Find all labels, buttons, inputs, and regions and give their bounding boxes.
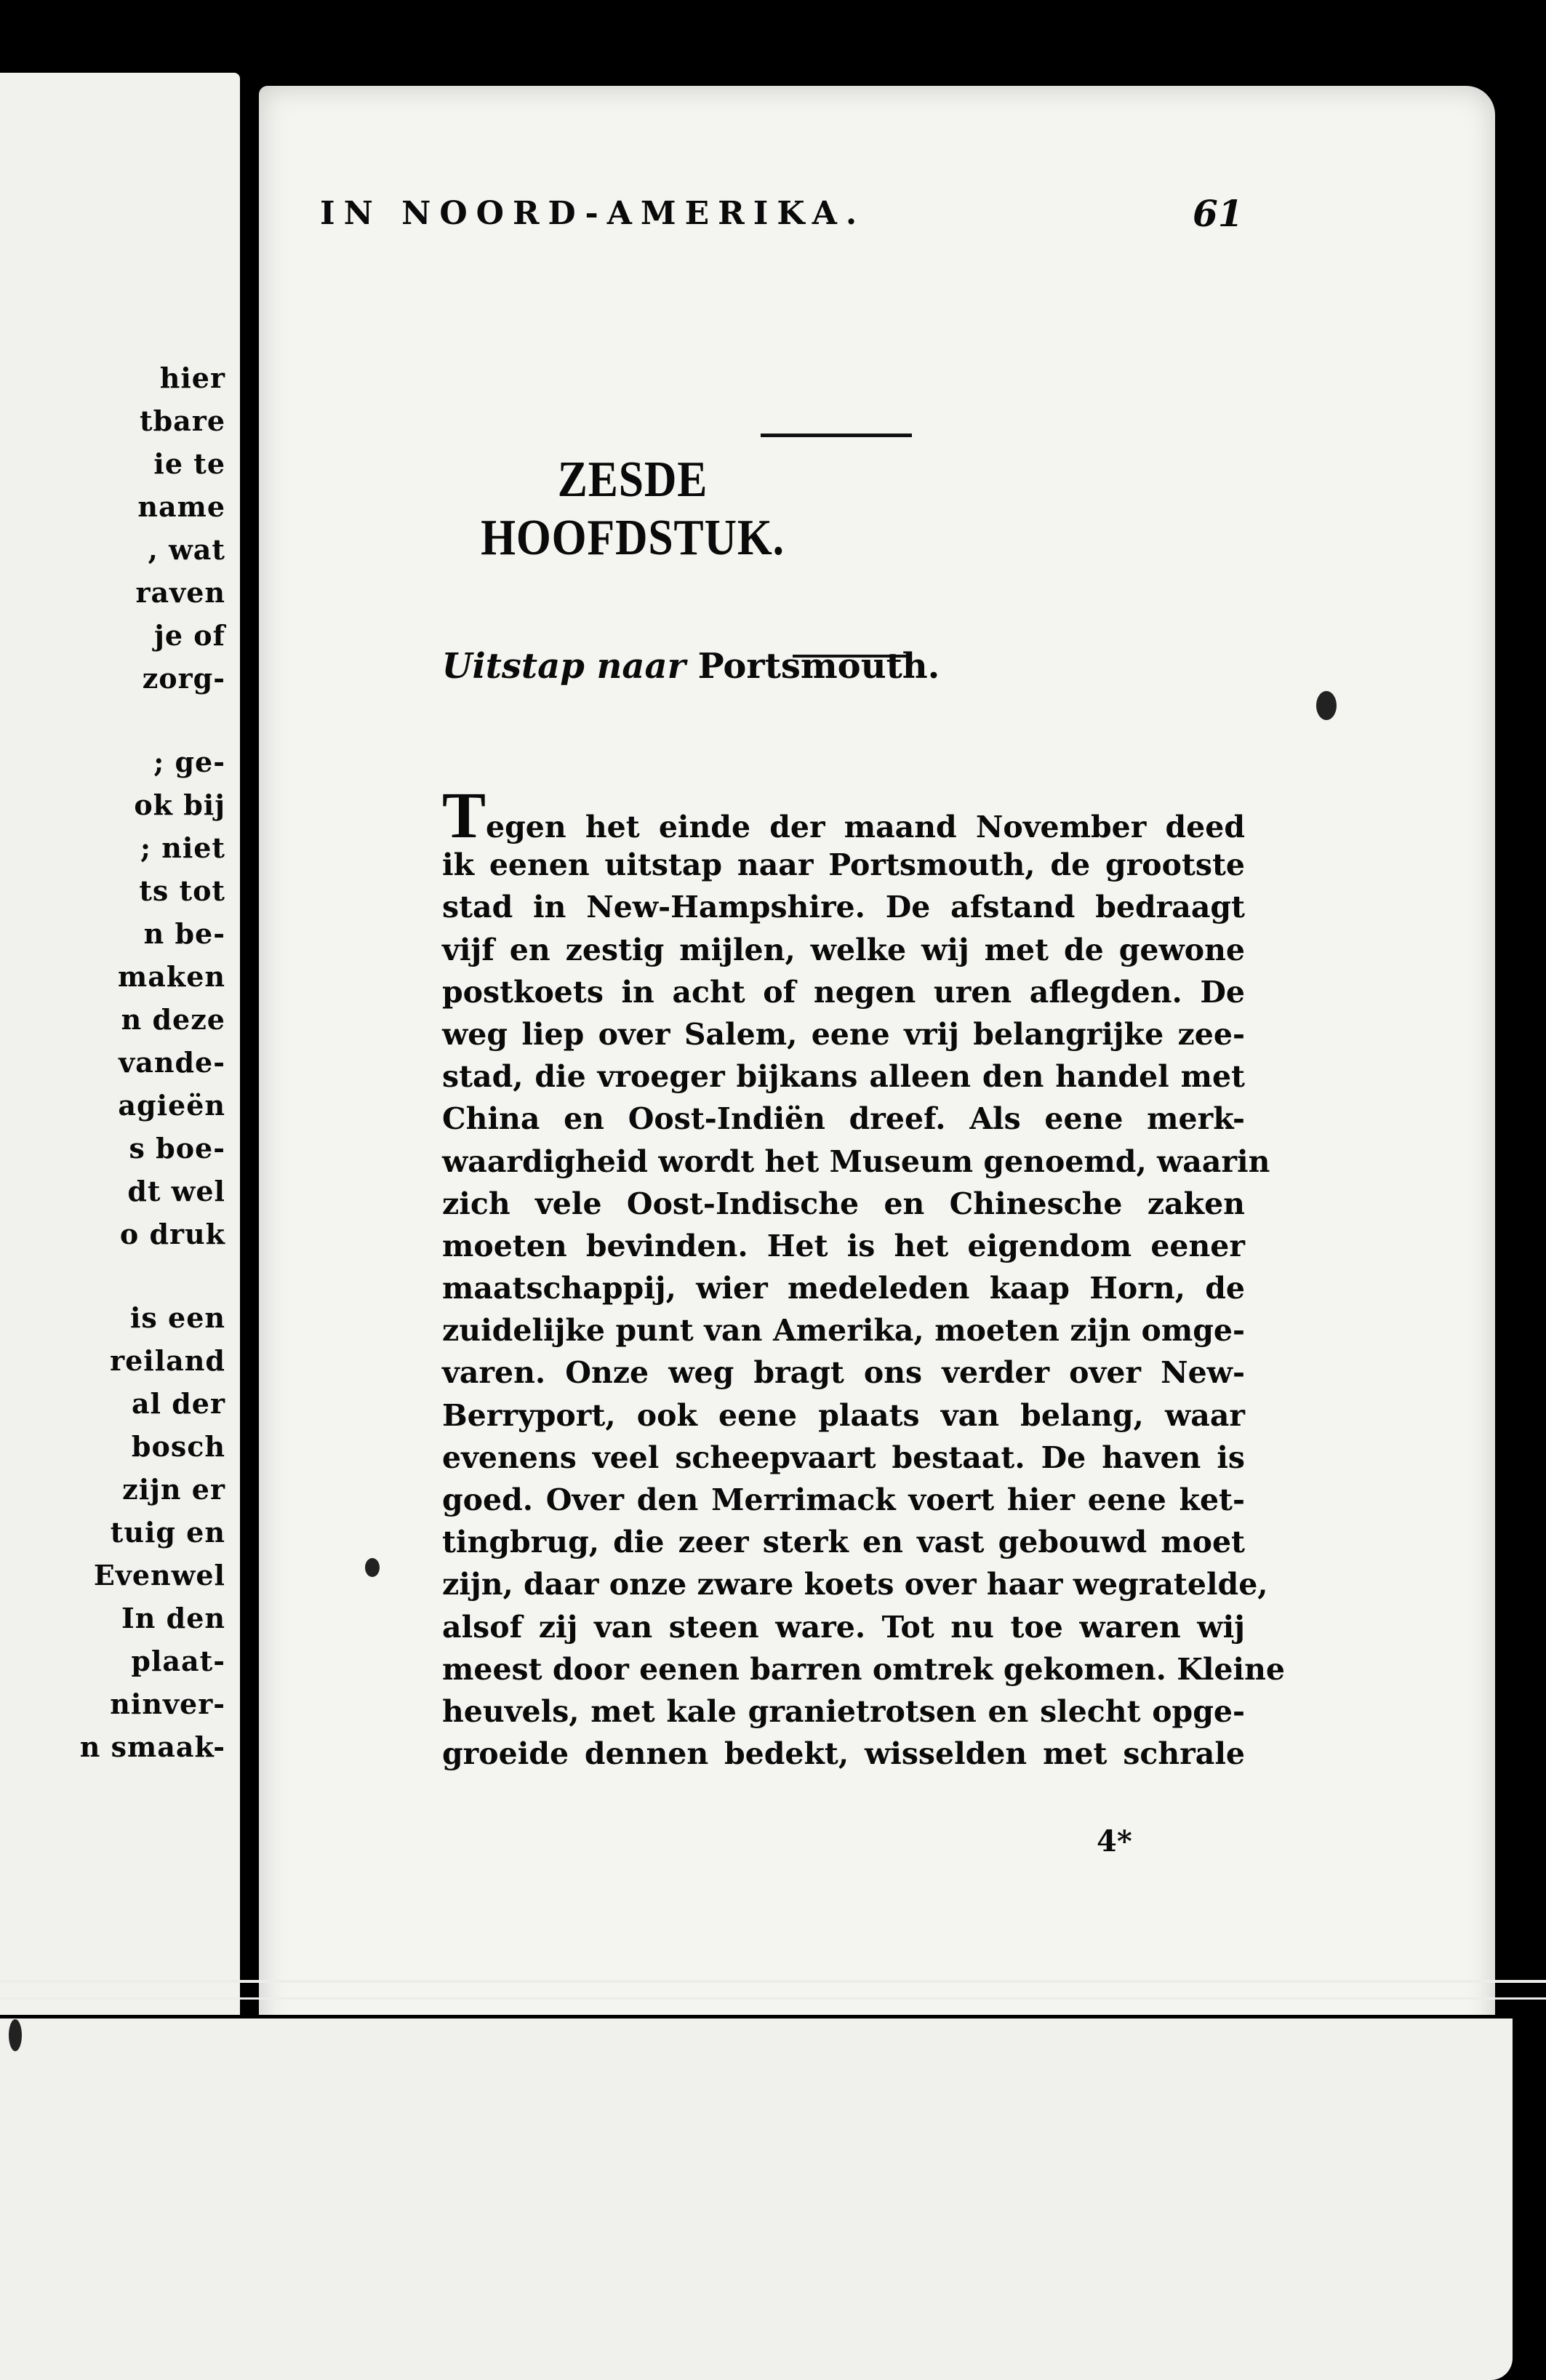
drop-cap: T xyxy=(442,780,486,852)
scan-line xyxy=(0,1997,1546,2000)
paragraph-gap xyxy=(80,1255,225,1296)
left-line: al der xyxy=(131,1387,225,1420)
left-line: vande- xyxy=(119,1046,225,1079)
scan-line xyxy=(0,1980,1546,1983)
text-line: zich vele Oost-Indische en Chinesche zaken xyxy=(442,1186,1245,1221)
text-line: zuidelijke punt van Amerika, moeten zijn omge- xyxy=(442,1313,1245,1349)
left-page-fragment xyxy=(0,73,240,2255)
text-line: meest door eenen barren omtrek gekomen. Kleine xyxy=(442,1651,1285,1687)
ink-speck xyxy=(9,2019,22,2051)
left-line: ts tot xyxy=(139,874,225,907)
left-line: o druk xyxy=(119,1218,225,1250)
page-number: 61 xyxy=(1193,192,1243,235)
left-line: ie te xyxy=(153,447,225,480)
lower-page-fragment xyxy=(0,2018,1513,2380)
text-line: varen. Onze weg bragt ons verder over New- xyxy=(442,1355,1245,1391)
left-line: is een xyxy=(129,1301,225,1334)
left-line: ok bij xyxy=(134,788,225,821)
left-line: tbare xyxy=(140,404,225,437)
left-line: n smaak- xyxy=(79,1730,225,1763)
text-line: stad in New-Hampshire. De afstand bedraagt xyxy=(442,890,1245,925)
text-line: China en Oost-Indiën dreef. Als eene merk- xyxy=(442,1101,1245,1137)
left-line: raven xyxy=(135,576,225,609)
left-line: je of xyxy=(154,619,225,652)
left-line: plaat- xyxy=(131,1645,225,1677)
text-line: maatschappij, wier medeleden kaap Horn, de xyxy=(442,1271,1245,1306)
running-head: IN NOORD-AMERIKA. xyxy=(320,195,866,232)
ink-speck xyxy=(1316,691,1337,720)
left-line: In den xyxy=(121,1602,225,1634)
left-line: dt wel xyxy=(127,1175,225,1207)
left-line: zorg- xyxy=(142,662,225,695)
left-line: Evenwel xyxy=(93,1559,225,1592)
text-line: weg liep over Salem, eene vrij belangrijke zee- xyxy=(442,1016,1245,1052)
left-line: ; ge- xyxy=(153,746,225,778)
left-line: zijn er xyxy=(122,1473,225,1506)
subtitle-roman: Portsmouth. xyxy=(697,646,940,687)
left-line: s boe- xyxy=(129,1132,225,1165)
left-line: ; niet xyxy=(140,831,225,864)
ink-speck xyxy=(365,1558,380,1577)
text-line: heuvels, met kale granietrotsen en slecht opge- xyxy=(442,1693,1245,1729)
left-page-text xyxy=(80,356,225,1768)
text-line: Tegen het einde der maand November deed xyxy=(442,780,1245,852)
text-line: stad, die vroeger bijkans alleen den handel met xyxy=(442,1059,1245,1095)
text-line: moeten bevinden. Het is het eigendom eener xyxy=(442,1228,1245,1263)
chapter-title: ZESDE HOOFDSTUK. xyxy=(481,452,785,566)
left-line: agieën xyxy=(118,1089,225,1122)
text-line: waardigheid wordt het Museum genoemd, waarin xyxy=(442,1143,1270,1179)
text-line: goed. Over den Merrimack voert hier eene ket- xyxy=(442,1482,1245,1517)
text-line: groeide dennen bedekt, wisselden met schrale xyxy=(442,1736,1245,1772)
text-line: Berryport, ook eene plaats van belang, waar xyxy=(442,1397,1245,1433)
text-line: alsof zij van steen ware. Tot nu toe waren wij xyxy=(442,1609,1245,1645)
text-line: evenens veel scheepvaart bestaat. De haven is xyxy=(442,1439,1245,1475)
subtitle-italic: Uitstap naar xyxy=(441,646,686,687)
text-line: postkoets in acht of negen uren aflegden. De xyxy=(442,974,1245,1010)
left-line: , wat xyxy=(148,533,225,566)
left-line: name xyxy=(137,490,225,523)
chapter-subtitle xyxy=(320,646,1062,687)
text-line: zijn, daar onze zware koets over haar wegratelde, xyxy=(442,1567,1268,1602)
left-line: hier xyxy=(159,362,225,394)
text-line: tingbrug, die zeer sterk en vast gebouwd moet xyxy=(442,1525,1245,1560)
left-line: maken xyxy=(118,960,225,993)
text-line: vijf en zestig mijlen, welke wij met de gewone xyxy=(442,932,1245,967)
left-line: reiland xyxy=(110,1344,225,1377)
text-line: ik eenen uitstap naar Portsmouth, de grootste xyxy=(442,847,1245,883)
top-rule xyxy=(761,434,912,437)
left-line: n deze xyxy=(121,1003,225,1036)
left-line: ninver- xyxy=(110,1688,225,1720)
left-line: n be- xyxy=(143,917,225,950)
paragraph-gap xyxy=(80,700,225,740)
left-line: tuig en xyxy=(110,1516,225,1549)
left-line: bosch xyxy=(131,1430,225,1463)
signature-mark: 4* xyxy=(1097,1824,1132,1858)
body-text xyxy=(442,780,1285,1775)
